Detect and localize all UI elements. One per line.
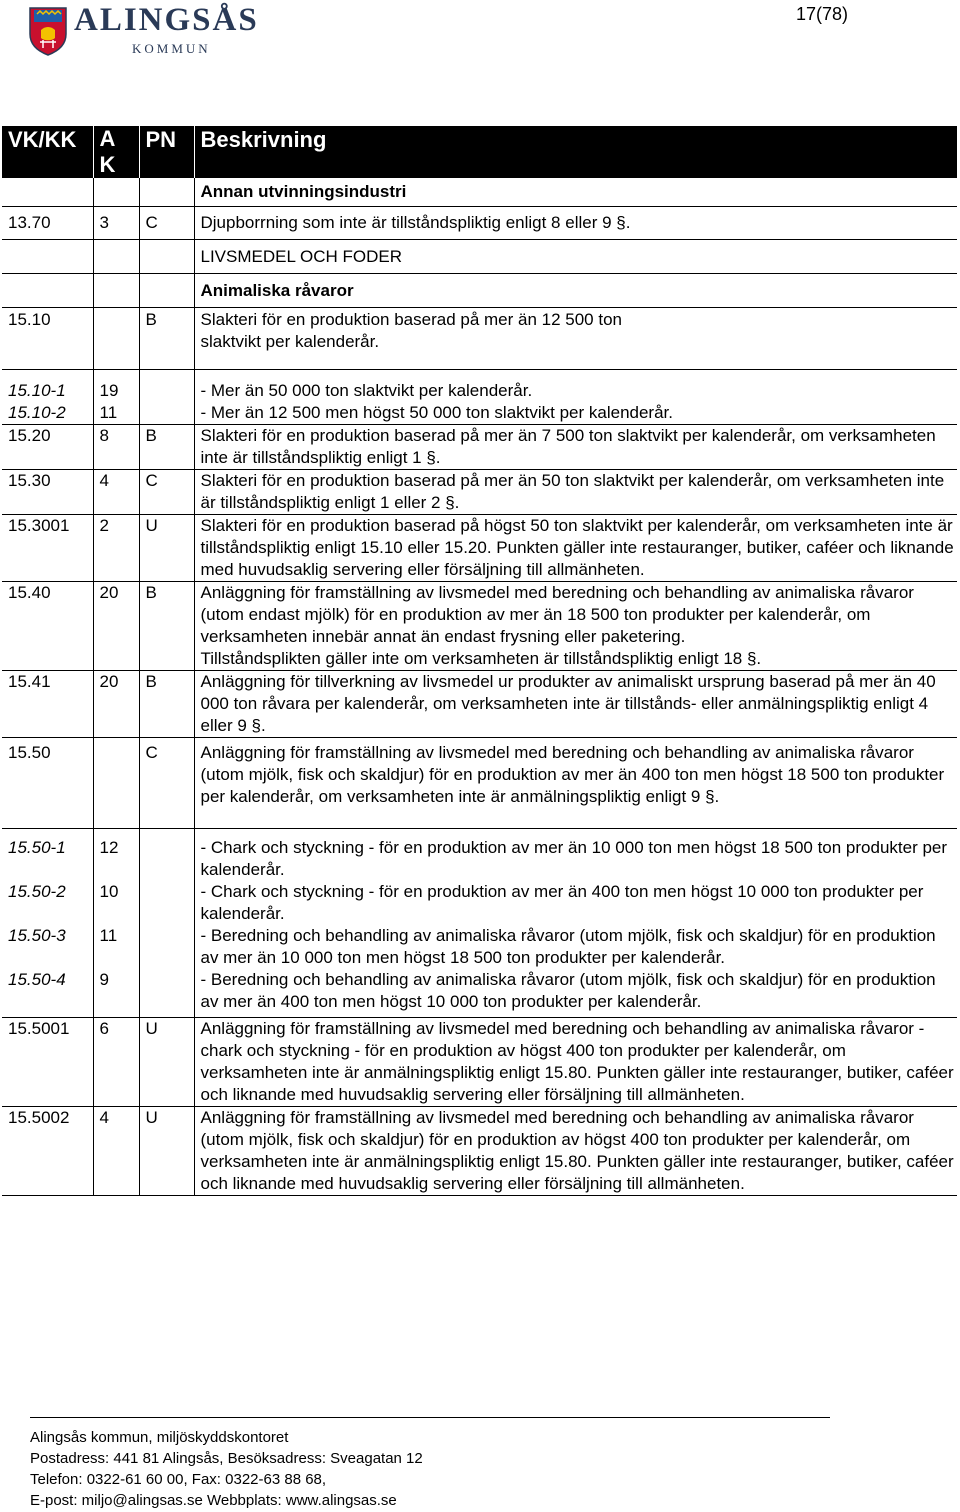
row-desc: LIVSMEDEL OCH FODER [194, 240, 957, 274]
footer-org: Alingsås kommun, miljöskyddskontoret [30, 1429, 289, 1446]
footer-contact: E-post: miljo@alingsas.se Webbplats: www.alingsas.se [30, 1492, 397, 1509]
row-desc: Slakteri för en produktion baserad på mer än 7 500 ton slaktvikt per kalenderår, om verksamheten inte är tillståndspliktig enligt 1 §. [194, 425, 957, 470]
table-row [2, 425, 957, 470]
row-code: 15.50-2 [8, 882, 66, 901]
row-pn: B [139, 582, 194, 671]
row-desc-cell [194, 582, 957, 671]
row-code: 15.41 [2, 671, 93, 738]
row-pn: U [139, 515, 194, 582]
row-ak: 11 [99, 926, 118, 945]
org-name: ALINGSÅS [74, 2, 259, 38]
municipality-logo [28, 4, 268, 60]
row-code: 15.50 [2, 738, 93, 829]
table-row [2, 370, 957, 403]
row-desc-note: Tillståndsplikten gäller inte om verksamheten är tillståndspliktig enligt 18 §. [200, 649, 762, 668]
row-pn: C [139, 207, 194, 240]
row-code: 15.50-4 [8, 970, 66, 989]
row-code: 15.5002 [2, 1107, 93, 1196]
row-desc: Anläggning för framställning av livsmedel med beredning och behandling av animaliska råvaror (utom mjölk, fisk och skaldjur) för en produktion av högst 400 ton produkter per kalenderår, om verksamheten inte är anmälningspliktig enligt 15.80. Punkten gäller inte restauranger, butiker, caféer och liknande med huvudsaklig servering eller försäljning till allmänheten. [194, 1107, 957, 1196]
row-desc: - Beredning och behandling av animaliska råvaror (utom mjölk, fisk och skaldjur) för en produktion av mer än 10 000 ton men högst 18 500 ton produkter per kalenderår. [200, 926, 936, 967]
row-desc: - Beredning och behandling av animaliska råvaror (utom mjölk, fisk och skaldjur) för en produktion av mer än 400 ton men högst 10 000 ton produkter per kalenderår. [200, 970, 936, 1011]
row-code: 15.10 [2, 308, 93, 370]
table-row [2, 207, 957, 240]
row-ak: 19 [93, 370, 139, 403]
table-header [2, 126, 957, 178]
footer [30, 1427, 423, 1511]
row-desc: Annan utvinningsindustri [194, 178, 957, 207]
row-desc: Slakteri för en produktion baserad på mer än 12 500 ton slaktvikt per kalenderår. [194, 308, 957, 370]
coat-of-arms-icon [28, 6, 68, 56]
col-header-vkkk: VK/KK [2, 126, 93, 178]
col-header-beskrivning: Beskrivning [194, 126, 957, 178]
activity-table [2, 126, 957, 1196]
row-code: 15.40 [2, 582, 93, 671]
row-desc: Anläggning för framställning av livsmedel med beredning och behandling av animaliska råvaror - chark och styckning - för en produktion av högst 400 ton produkter per kalenderår, om verksamheten inte är anmälningspliktig enligt 15.80. Punkten gäller inte restauranger, butiker, caféer och liknande med huvudsaklig servering eller försäljning till allmänheten. [194, 1018, 957, 1107]
table-row [2, 515, 957, 582]
row-code: 15.50-1 [8, 838, 66, 857]
footer-divider [30, 1417, 830, 1418]
row-pn: C [139, 738, 194, 829]
table-row [2, 582, 957, 671]
col-header-pn: PN [139, 126, 194, 178]
row-desc: - Chark och styckning - för en produktion av mer än 10 000 ton men högst 18 500 ton produkter per kalenderår. [200, 838, 948, 879]
row-pn: U [139, 1018, 194, 1107]
row-pn: B [139, 425, 194, 470]
table-row [2, 1107, 957, 1196]
row-desc: Anläggning för tillverkning av livsmedel ur produkter av animaliskt ursprung baserad på mer än 40 000 ton råvara per kalenderår, om verksamheten inte är tillstånds- eller anmälningspliktig enligt 4 eller 9 §. [194, 671, 957, 738]
row-ak: 12 [99, 838, 119, 857]
row-code: 13.70 [2, 207, 93, 240]
row-desc: - Mer än 12 500 men högst 50 000 ton slaktvikt per kalenderår. [194, 402, 957, 425]
table-row [2, 738, 957, 829]
row-pn: B [139, 671, 194, 738]
row-ak: 20 [93, 582, 139, 671]
row-code: 15.30 [2, 470, 93, 515]
row-code: 15.20 [2, 425, 93, 470]
col-header-ak: A K [93, 126, 139, 178]
row-desc: - Chark och styckning - för en produktion av mer än 400 ton men högst 10 000 ton produkter per kalenderår. [200, 882, 924, 923]
row-ak: 20 [93, 671, 139, 738]
row-ak: 4 [93, 1107, 139, 1196]
table-row [2, 178, 957, 207]
row-ak: 9 [99, 970, 109, 989]
row-code: 15.50-3 [8, 926, 66, 945]
table-row [2, 671, 957, 738]
table-row [2, 402, 957, 425]
table-row [2, 308, 957, 370]
row-desc: - Mer än 50 000 ton slaktvikt per kalenderår. [194, 370, 957, 403]
row-desc: Slakteri för en produktion baserad på mer än 50 ton slaktvikt per kalenderår, om verksamheten inte är tillståndspliktig enligt 1 eller 2 §. [194, 470, 957, 515]
row-ak: 6 [93, 1018, 139, 1107]
table-row [2, 274, 957, 308]
page-number: 17(78) [795, 4, 848, 24]
row-desc: Slakteri för en produktion baserad på högst 50 ton slaktvikt per kalenderår, om verksamheten inte är tillståndspliktig enligt 15.10 eller 15.20. Punkten gäller inte restauranger, butiker, caféer och liknande med huvudsaklig servering eller försäljning till allmänheten. [194, 515, 957, 582]
row-code: 15.5001 [2, 1018, 93, 1107]
org-sub: KOMMUN [132, 41, 211, 56]
row-pn: B [139, 308, 194, 370]
row-pn: C [139, 470, 194, 515]
row-pn: U [139, 1107, 194, 1196]
row-code: 15.3001 [2, 515, 93, 582]
row-code: 15.10-2 [2, 402, 93, 425]
row-code: 15.10-1 [8, 381, 66, 400]
row-desc: Anläggning för framställning av livsmedel med beredning och behandling av animaliska råvaror (utom endast mjölk) för en produktion av mer än 18 500 ton produkter per kalenderår, om verksamheten innebär annat än endast frysning eller paketering. [200, 583, 914, 646]
row-desc: Anläggning för framställning av livsmedel med beredning och behandling av animaliska råvaror (utom mjölk, fisk och skaldjur) för en produktion av mer än 400 ton men högst 18 500 ton produkter per kalenderår, om verksamheten inte är anmälningspliktig enligt 9 §. [194, 738, 957, 829]
table-row [2, 240, 957, 274]
row-ak: 4 [93, 470, 139, 515]
row-desc: Animaliska råvaror [194, 274, 957, 308]
row-ak: 2 [93, 515, 139, 582]
row-ak: 3 [93, 207, 139, 240]
row-ak: 10 [99, 882, 119, 901]
row-ak: 11 [93, 402, 139, 425]
footer-phone: Telefon: 0322-61 60 00, Fax: 0322-63 88 68, [30, 1471, 327, 1488]
table-row [2, 470, 957, 515]
table-row [2, 1018, 957, 1107]
row-ak: 8 [93, 425, 139, 470]
footer-address: Postadress: 441 81 Alingsås, Besöksadress: Sveagatan 12 [30, 1450, 423, 1467]
table-row-group [2, 829, 957, 1018]
row-desc: Djupborrning som inte är tillståndspliktig enligt 8 eller 9 §. [194, 207, 957, 240]
